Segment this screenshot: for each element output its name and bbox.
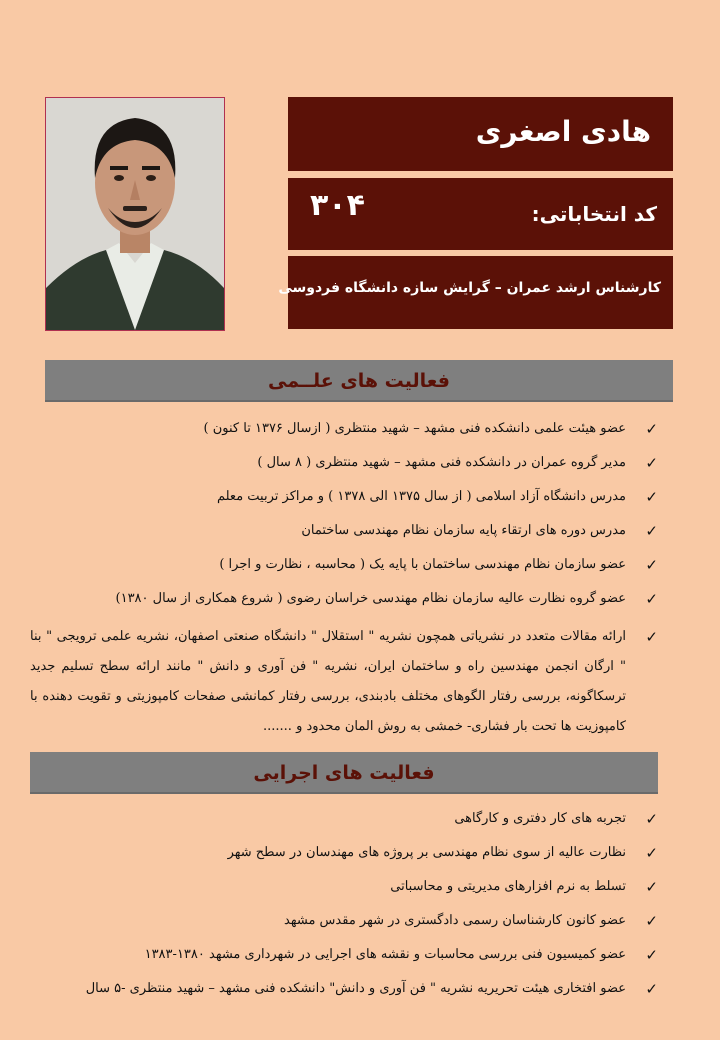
list-item: ✓ ارائه مقالات متعدد در نشریاتی همچون نشریه " استقلال " دانشگاه صنعتی اصفهان، نشریه علمی ترویجی " بنا " ارگان انجمن مهندسین راه و ساختمان ایران، نشریه " فن آوری و دانش " مانند ارائه سطح تسلیم جدید ترسکاگونه، بررسی رفتار الگوهای مختلف بادبندی، بررسی رفتار کمانشی صفحات کامپوزیتی و تقویت دهنده با کامپوزیت ها تحت بار فشاری- خمشی به روش المان محدود و ....... <box>30 622 658 742</box>
check-icon: ✓ <box>645 420 658 438</box>
portrait-photo <box>45 97 225 331</box>
degree-text: کارشناس ارشد عمران – گرایش سازه دانشگاه فردوسی <box>278 280 661 296</box>
list-item: ✓ تسلط به نرم افزارهای مدیریتی و محاسباتی <box>390 878 658 896</box>
list-item: ✓ عضو هیئت علمی دانشکده فنی مشهد – شهید منتظری ( ازسال ۱۳۷۶ تا کنون ) <box>203 420 658 438</box>
candidate-name: هادی اصغری <box>475 115 651 148</box>
election-code-label: کد انتخاباتی: <box>531 202 657 226</box>
list-item: ✓ عضو سازمان نظام مهندسی ساختمان با پایه یک ( محاسبه ، نظارت و اجرا ) <box>219 556 658 574</box>
check-icon: ✓ <box>645 628 658 646</box>
name-box <box>288 97 673 171</box>
check-icon: ✓ <box>645 946 658 964</box>
executive-section-title: فعالیت های اجرایی <box>30 752 658 794</box>
election-code-box <box>288 178 673 250</box>
election-code-value: ۳۰۴ <box>310 188 365 223</box>
check-icon: ✓ <box>645 522 658 540</box>
list-item: ✓ مدیر گروه عمران در دانشکده فنی مشهد – شهید منتظری ( ۸ سال ) <box>257 454 658 472</box>
list-item: ✓ عضو کمیسیون فنی بررسی محاسبات و نقشه های اجرایی در شهرداری مشهد ۱۳۸۰-۱۳۸۳ <box>144 946 658 964</box>
list-item: ✓ عضو افتخاری هیئت تحریریه نشریه " فن آوری و دانش" دانشکده فنی مشهد – شهید منتظری -۵ سال <box>85 980 658 998</box>
check-icon: ✓ <box>645 844 658 862</box>
check-icon: ✓ <box>645 810 658 828</box>
list-item: ✓ تجربه های کار دفتری و کارگاهی <box>454 810 658 828</box>
scientific-section-title: فعالیت های علــمی <box>45 360 673 402</box>
list-item: ✓ مدرس دانشگاه آزاد اسلامی ( از سال ۱۳۷۵ الی ۱۳۷۸ ) و مراکز تربیت معلم <box>216 488 658 506</box>
scientific-list <box>30 418 658 742</box>
check-icon: ✓ <box>645 590 658 608</box>
executive-list <box>30 808 658 1012</box>
check-icon: ✓ <box>645 878 658 896</box>
check-icon: ✓ <box>645 488 658 506</box>
list-item: ✓ عضو گروه نظارت عالیه سازمان نظام مهندسی خراسان رضوی ( شروع همکاری از سال ۱۳۸۰) <box>115 590 658 608</box>
check-icon: ✓ <box>645 454 658 472</box>
check-icon: ✓ <box>645 556 658 574</box>
list-item: ✓ نظارت عالیه از سوی نظام مهندسی بر پروژه های مهندسان در سطح شهر <box>227 844 658 862</box>
check-icon: ✓ <box>645 912 658 930</box>
degree-box <box>278 256 673 329</box>
list-item: ✓ عضو کانون کارشناسان رسمی دادگستری در شهر مقدس مشهد <box>284 912 658 930</box>
list-item: ✓ مدرس دوره های ارتقاء پایه سازمان نظام مهندسی ساختمان <box>301 522 658 540</box>
check-icon: ✓ <box>645 980 658 998</box>
